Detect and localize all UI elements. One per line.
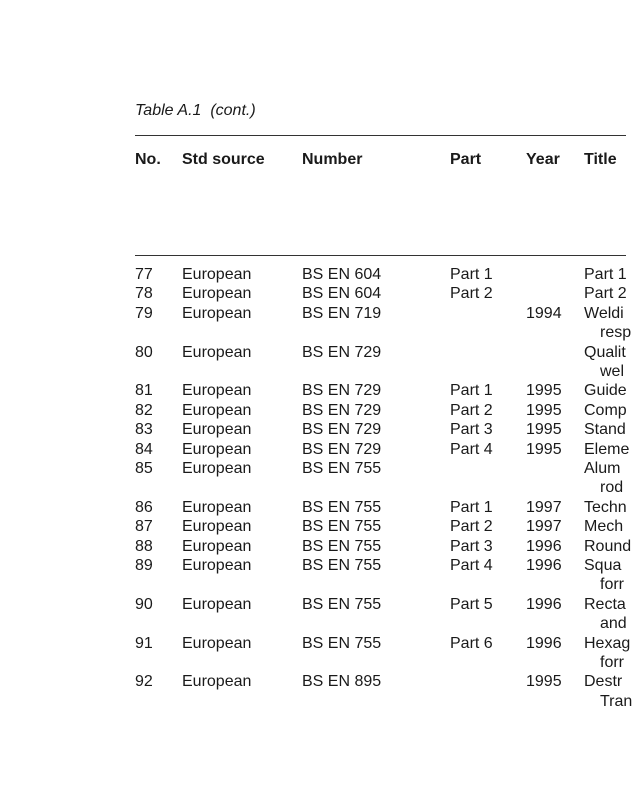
table-row [0,634,631,673]
cell-std-source: European [182,634,252,652]
header-no: No. [135,151,161,168]
cell-year: 1995 [526,673,562,691]
cell-std-source: European [182,556,252,574]
cell-part: Part 4 [450,556,493,574]
cell-part: Part 4 [450,440,493,458]
cell-year: 1996 [526,556,562,574]
cell-number: BS EN 895 [302,673,382,691]
table-row [0,517,626,536]
cell-part: Part 5 [450,595,493,613]
cell-number: BS EN 729 [302,421,382,439]
cell-title: Alum [584,459,621,477]
table-row [0,672,632,711]
cell-title: Destr [584,673,623,691]
cell-number: BS EN 755 [302,556,382,574]
header-number: Number [302,151,363,168]
cell-number: BS EN 755 [302,595,382,613]
cell-year: 1997 [526,518,562,536]
table-top-rule [135,135,626,136]
table-row [0,401,626,420]
cell-no: 92 [135,673,153,691]
cell-part: Part 2 [450,285,493,303]
cell-year: 1997 [526,498,562,516]
cell-part: Part 6 [450,634,493,652]
table-row [0,304,632,343]
cell-year: 1994 [526,304,562,322]
cell-year: 1996 [526,634,562,652]
header-title: Title [584,151,617,168]
cell-number: BS EN 755 [302,459,382,477]
cell-number: BS EN 755 [302,634,382,652]
cell-year: 1995 [526,401,562,419]
cell-year: 1996 [526,537,562,555]
cell-no: 86 [135,498,153,516]
cell-part: Part 1 [450,498,493,516]
cell-title: Weldi [584,304,624,322]
header-std-source: Std source [182,151,265,168]
cell-part: Part 2 [450,518,493,536]
cell-number: BS EN 719 [302,304,382,322]
cell-year: 1995 [526,440,562,458]
cell-number: BS EN 755 [302,537,382,555]
cell-title-continuation: Tran [600,692,632,710]
cell-number: BS EN 729 [302,382,382,400]
cell-title: Qualit [584,343,626,361]
cell-no: 84 [135,440,153,458]
cell-std-source: European [182,518,252,536]
table-row [0,537,632,556]
cell-std-source: European [182,595,252,613]
cell-number: BS EN 755 [302,518,382,536]
cell-part: Part 2 [450,401,493,419]
cell-number: BS EN 604 [302,266,382,283]
cell-title: Guide [584,382,627,400]
cell-no: 82 [135,401,153,419]
table-row [0,556,626,595]
cell-title: Comp [584,401,627,419]
header-part: Part [450,151,482,168]
cell-number: BS EN 729 [302,440,382,458]
cell-title: Hexag [584,634,631,652]
cell-title-continuation: and [600,615,627,633]
cell-title: Techn [584,498,627,516]
cell-title: Eleme [584,440,630,458]
table-row [0,265,626,284]
table-header-rule [135,255,626,256]
cell-no: 91 [135,634,153,652]
cell-std-source: European [182,304,252,322]
cell-std-source: European [182,421,252,439]
table-caption: Table A.1 (cont.) [135,102,256,119]
cell-year: 1996 [526,595,562,613]
cell-title: Round [584,537,632,555]
cell-no: 79 [135,304,153,322]
cell-no: 87 [135,518,153,536]
cell-std-source: European [182,673,252,691]
cell-title: Squa [584,556,622,574]
cell-no: 78 [135,285,153,303]
cell-std-source: European [182,382,252,400]
cell-std-source: European [182,440,252,458]
header-year: Year [526,151,560,168]
cell-no: 88 [135,537,153,555]
table-row [0,498,626,517]
table-row [0,381,626,400]
cell-std-source: European [182,266,252,283]
cell-no: 90 [135,595,153,613]
cell-part: Part 3 [450,537,493,555]
cell-year: 1995 [526,421,562,439]
cell-no: 80 [135,343,153,361]
table-row [0,595,626,634]
cell-title-continuation: forr [600,653,624,671]
cell-title: Part 1 [584,266,627,283]
cell-no: 85 [135,459,153,477]
cell-number: BS EN 729 [302,343,382,361]
cell-title: Part 2 [584,285,627,303]
cell-part: Part 1 [450,266,493,283]
cell-part: Part 3 [450,421,493,439]
table-row [0,420,626,439]
cell-number: BS EN 729 [302,401,382,419]
table-row [0,459,626,498]
table-body [0,265,632,711]
table-row [0,284,626,303]
cell-no: 89 [135,556,153,574]
cell-title-continuation: rod [600,479,624,497]
cell-std-source: European [182,401,252,419]
cell-number: BS EN 755 [302,498,382,516]
cell-title-continuation: forr [600,576,624,594]
cell-std-source: European [182,537,252,555]
cell-no: 77 [135,266,153,283]
cell-year: 1995 [526,382,562,400]
cell-number: BS EN 604 [302,285,382,303]
table-row [0,440,630,459]
cell-title: Mech [584,518,624,536]
table-row [0,343,626,382]
cell-std-source: European [182,459,252,477]
cell-part: Part 1 [450,382,493,400]
cell-no: 81 [135,382,153,400]
cell-std-source: European [182,498,252,516]
cell-title: Recta [584,595,626,613]
cell-title-continuation: resp [600,324,632,342]
cell-std-source: European [182,285,252,303]
cell-no: 83 [135,421,153,439]
cell-std-source: European [182,343,252,361]
cell-title-continuation: wel [600,362,625,380]
cell-title: Stand [584,421,626,439]
